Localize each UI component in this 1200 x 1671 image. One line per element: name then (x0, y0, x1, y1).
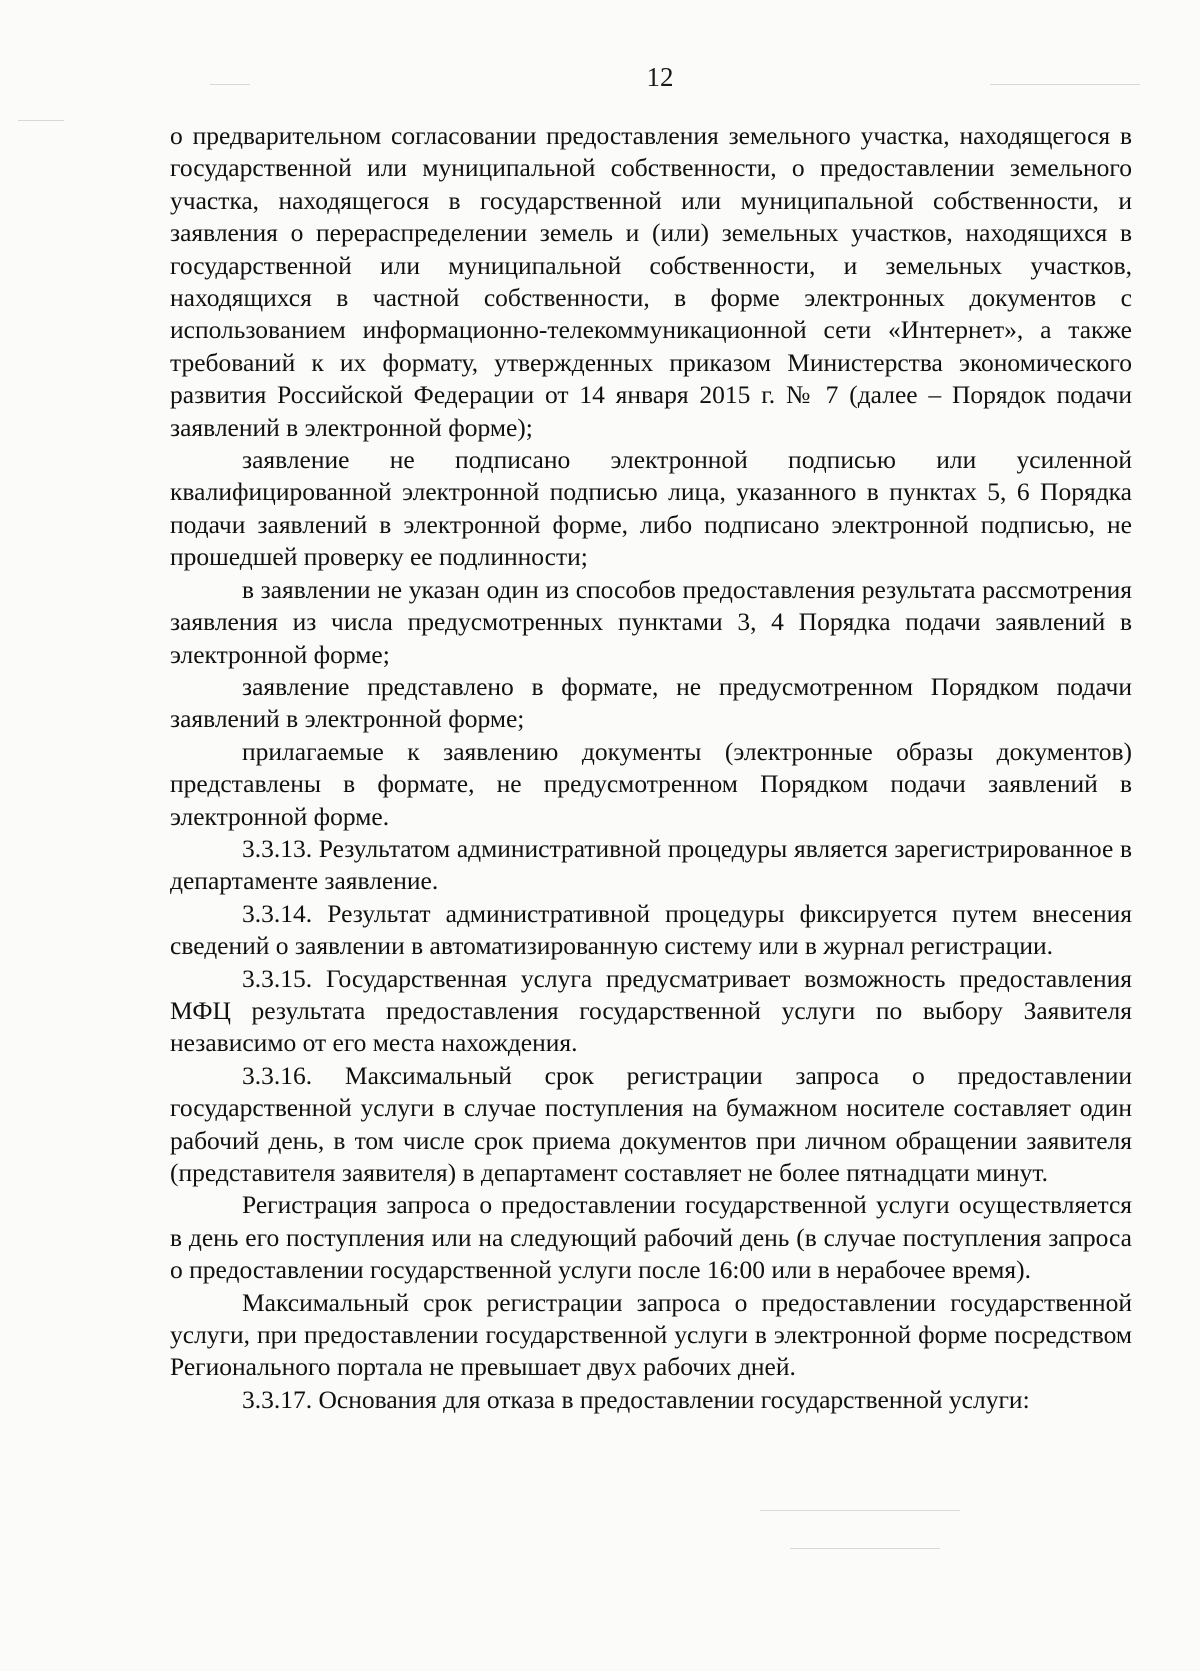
paragraph-3-3-13: 3.3.13. Результатом административной процедуры является зарегистрированное в департаменте заявление. (170, 833, 1132, 896)
paragraph-2: заявление не подписано электронной подписью или усиленной квалифицированной электронной подписью лица, указанного в пунктах 5, 6 Порядка подачи заявлений в электронной форме, либо подписано электронной подписью, не прошедшей проверку ее подлинности; (170, 445, 1132, 572)
paragraph-5: прилагаемые к заявлению документы (электронные образы документов) представлены в формате, не предусмотренном Порядком подачи заявлений в электронной форме. (170, 736, 1132, 831)
scan-noise-mark (760, 1510, 960, 1511)
page-number: 12 (646, 62, 674, 92)
scan-noise-mark (210, 84, 250, 85)
paragraph-1: о предварительном согласовании предоставления земельного участка, находящегося в государственной или муниципальной собственности, о предоставлении земельного участка, находящегося в государственной или муниципальной собственности, и заявления о перераспределении земель и (или) земельных участков, находящихся в государственной или муниципальной собственности, и земельных участков, находящихся в частной собственности, в форме электронных документов с использованием информационно-телекоммуникационной сети «Интернет», а также требований к их формату, утвержденных приказом Министерства экономического развития Российской Федерации от 14 января 2015 г. № 7 (далее – Порядок подачи заявлений в электронной форме); (170, 121, 1132, 442)
scan-noise-mark (790, 1548, 940, 1549)
paragraph-3-3-14: 3.3.14. Результат административной процедуры фиксируется путем внесения сведений о заявлении в автоматизированную систему или в журнал регистрации. (170, 898, 1132, 961)
scan-noise-mark (18, 120, 64, 121)
paragraph-3: в заявлении не указан один из способов предоставления результата рассмотрения заявления из числа предусмотренных пунктами 3, 4 Порядка подачи заявлений в электронной форме; (170, 574, 1132, 669)
paragraph-registration: Регистрация запроса о предоставлении государственной услуги осуществляется в день его поступления или на следующий рабочий день (в случае поступления запроса о предоставлении государственной услуги после 16:00 или в нерабочее время). (170, 1190, 1132, 1285)
paragraph-3-3-17: 3.3.17. Основания для отказа в предоставлении государственной услуги: (242, 1384, 1030, 1414)
paragraph-4: заявление представлено в формате, не предусмотренном Порядком подачи заявлений в электронной форме; (170, 671, 1132, 734)
paragraph-3-3-15: 3.3.15. Государственная услуга предусматривает возможность предоставления МФЦ результата предоставления государственной услуги по выбору Заявителя независимо от его места нахождения. (170, 963, 1132, 1058)
scan-noise-mark (990, 84, 1140, 85)
document-body (170, 120, 1132, 1416)
paragraph-max-term: Максимальный срок регистрации запроса о предоставлении государственной услуги, при предоставлении государственной услуги в электронной форме посредством Регионального портала не превышает двух рабочих дней. (170, 1287, 1132, 1382)
paragraph-3-3-16: 3.3.16. Максимальный срок регистрации запроса о предоставлении государственной услуги в случае поступления на бумажном носителе составляет один рабочий день, в том числе срок приема документов при личном обращении заявителя (представителя заявителя) в департамент составляет не более пятнадцати минут. (170, 1060, 1132, 1187)
